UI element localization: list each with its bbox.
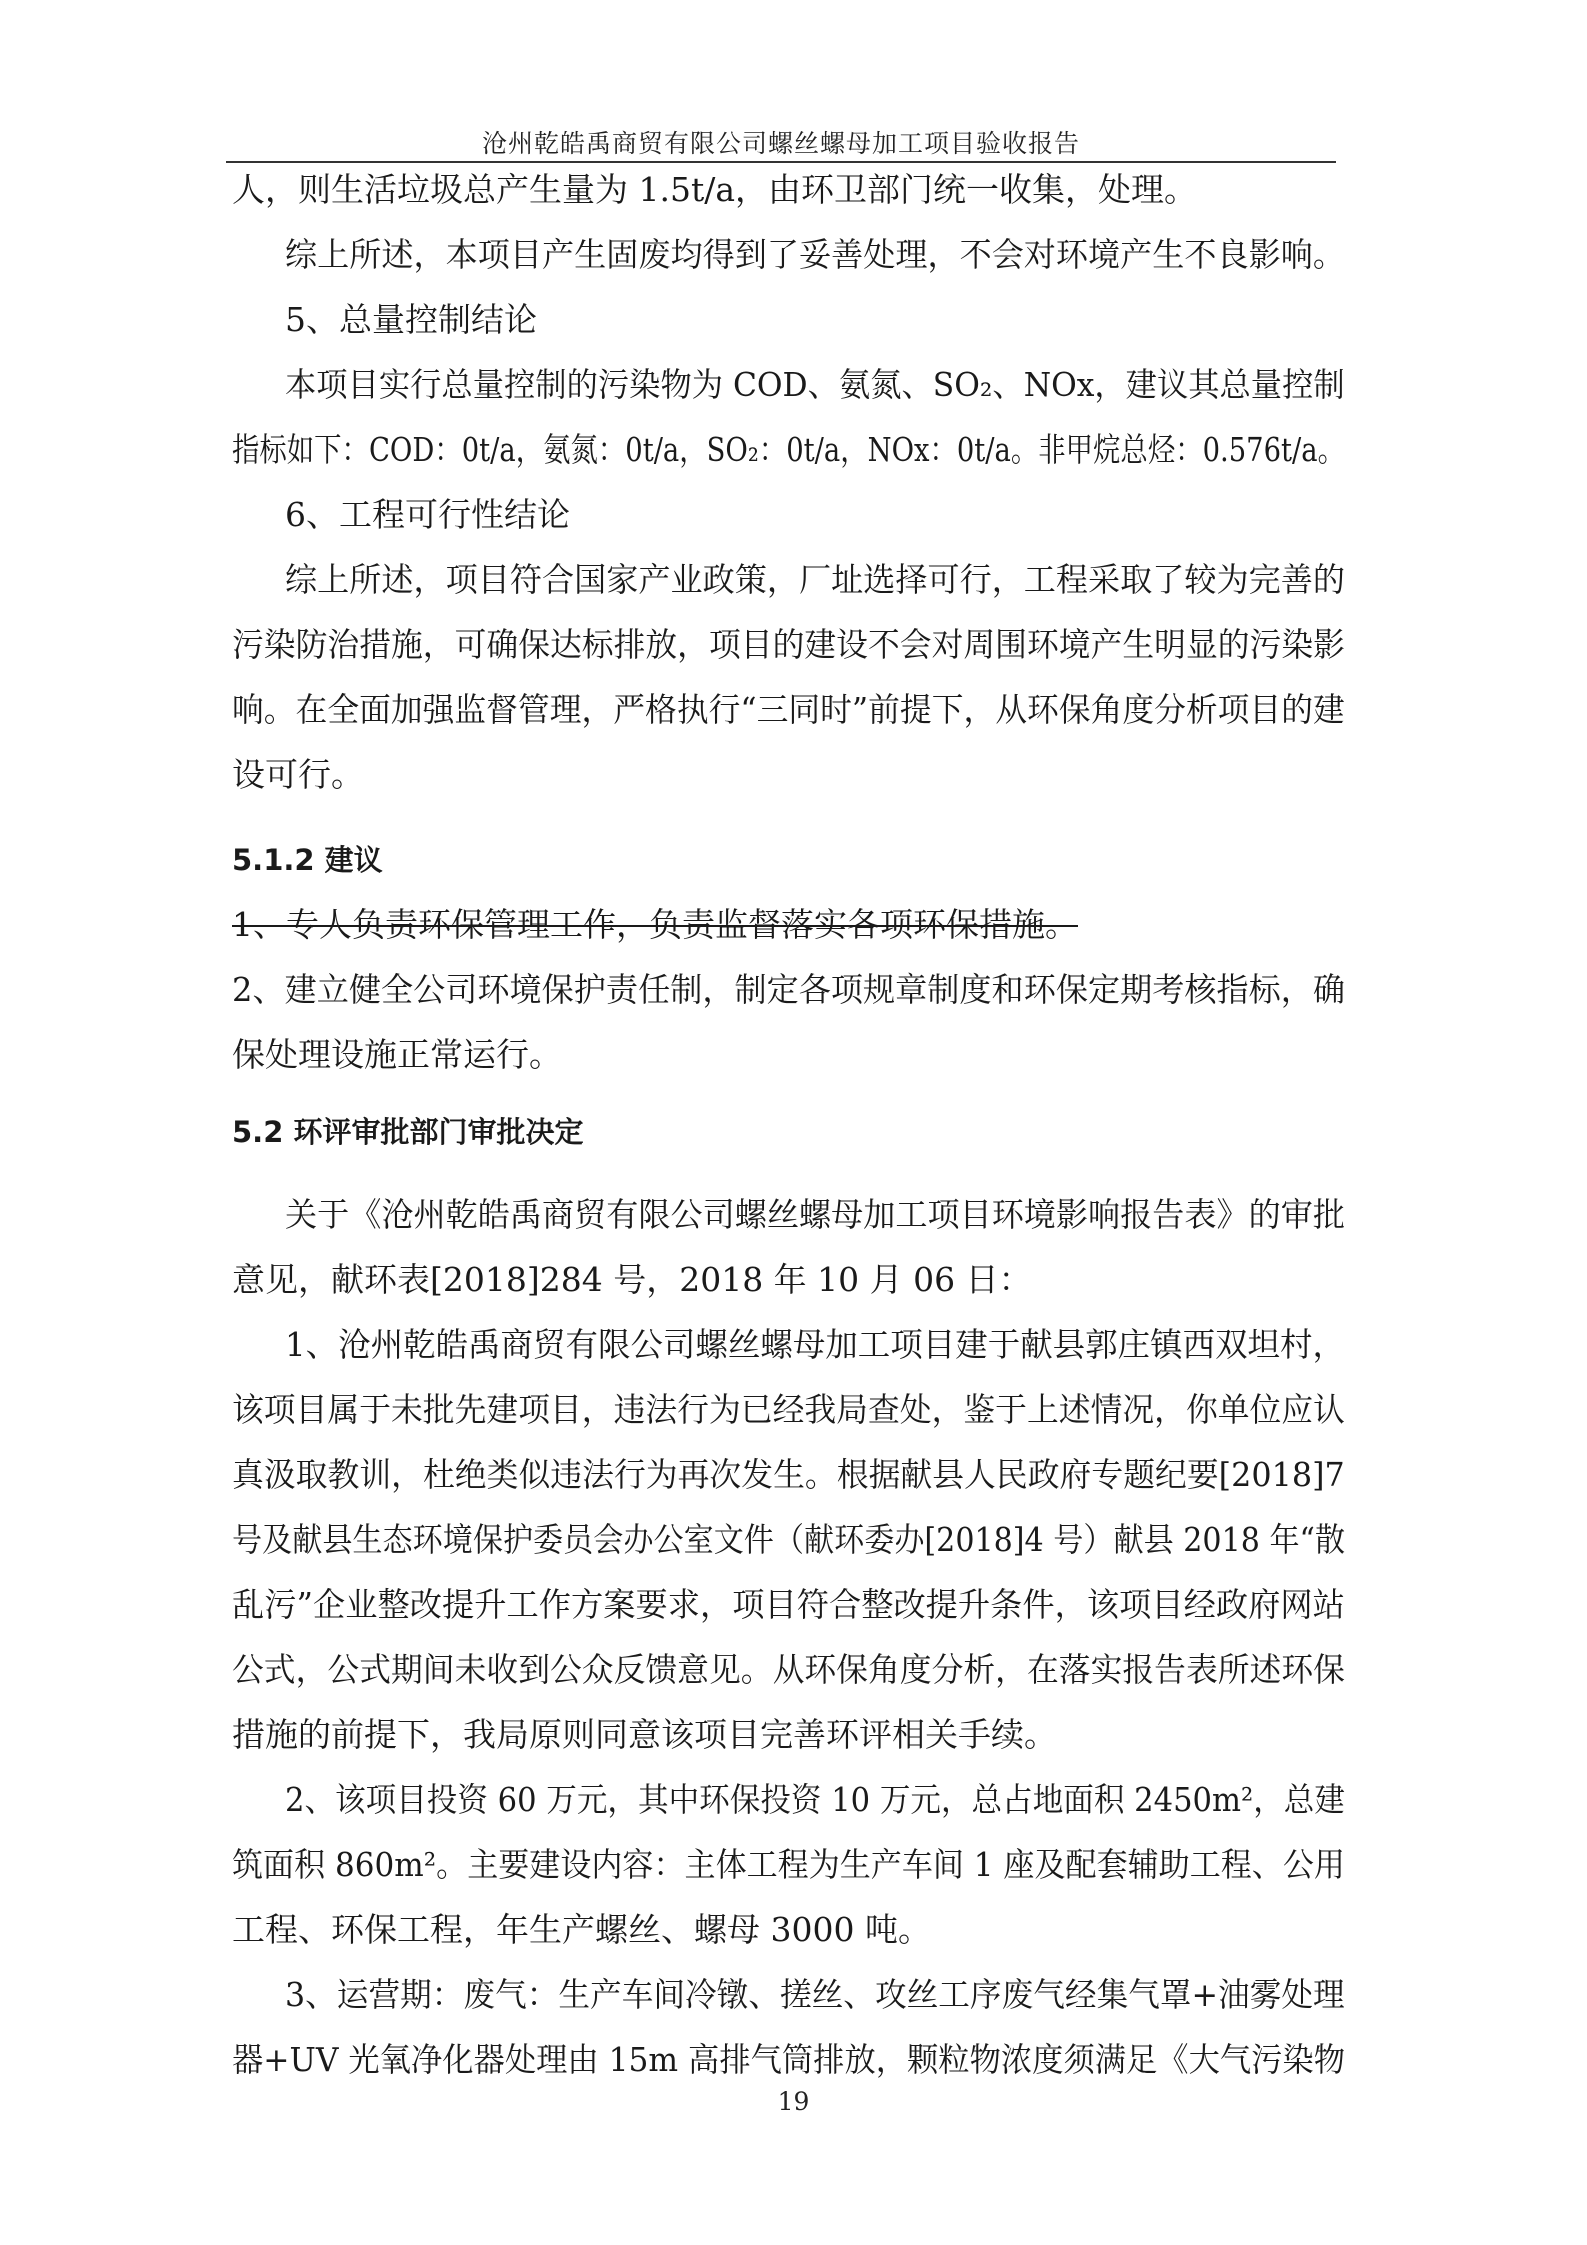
body-line: 措施的前提下，我局原则同意该项目完善环评相关手续。: [232, 1715, 1057, 1754]
body-line: 意见，献环表[2018]284 号，2018 年 10 月 06 日：: [232, 1260, 1032, 1299]
body-line: 3、运营期：废气：生产车间冷镦、搓丝、攻丝工序废气经集气罩+油雾处理: [285, 1975, 1345, 2014]
body-line: 关于《沧州乾皓禹商贸有限公司螺丝螺母加工项目环境影响报告表》的审批: [285, 1195, 1346, 1234]
body-line: 保处理设施正常运行。: [232, 1035, 562, 1074]
body-line: 本项目实行总量控制的污染物为 COD、氨氮、SO₂、NOx，建议其总量控制: [285, 365, 1345, 404]
body-line: 1、专人负责环保管理工作，负责监督落实各项环保措施。: [232, 905, 1078, 944]
body-line: 器+UV 光氧净化器处理由 15m 高排气筒排放，颗粒物浓度须满足《大气污染物: [232, 2040, 1345, 2079]
header-divider: [226, 161, 1336, 163]
body-line: 公式，公式期间未收到公众反馈意见。从环保角度分析，在落实报告表所述环保: [232, 1650, 1345, 1689]
page-number: 19: [777, 2087, 810, 2116]
header-title: 沧州乾皓禹商贸有限公司螺丝螺母加工项目验收报告: [481, 129, 1080, 158]
body-line: 工程、环保工程，年生产螺丝、螺母 3000 吨。: [232, 1910, 931, 1949]
body-line: 1、沧州乾皓禹商贸有限公司螺丝螺母加工项目建于献县郭庄镇西双坦村，: [285, 1325, 1345, 1364]
body-line: 污染防治措施，可确保达标排放，项目的建设不会对周围环境产生明显的污染影: [232, 625, 1345, 664]
body-line: 真汲取教训，杜绝类似违法行为再次发生。根据献县人民政府专题纪要[2018]7: [232, 1455, 1345, 1494]
body-line: 综上所述，项目符合国家产业政策，厂址选择可行，工程采取了较为完善的: [285, 560, 1346, 599]
section-heading: 6、工程可行性结论: [285, 495, 570, 534]
section-heading: 5、总量控制结论: [285, 300, 537, 339]
body-line: 号及献县生态环境保护委员会办公室文件（献环委办[2018]4 号）献县 2018 年“散: [232, 1520, 1346, 1559]
body-line: 2、该项目投资 60 万元，其中环保投资 10 万元，总占地面积 2450m²，总建: [285, 1780, 1345, 1819]
body-line: 该项目属于未批先建项目，违法行为已经我局查处，鉴于上述情况，你单位应认: [232, 1390, 1345, 1429]
body-line: 综上所述，本项目产生固废均得到了妥善处理，不会对环境产生不良影响。: [285, 235, 1346, 274]
section-heading: 5.2 环评审批部门审批决定: [232, 1115, 584, 1149]
body-line: 设可行。: [232, 755, 364, 794]
body-line: 2、建立健全公司环境保护责任制，制定各项规章制度和环保定期考核指标，确: [232, 970, 1346, 1009]
body-line: 指标如下：COD：0t/a，氨氮：0t/a，SO₂：0t/a，NOx：0t/a。非甲烷总烃：0.576t/a。: [232, 430, 1345, 469]
body-line: 筑面积 860m²。主要建设内容：主体工程为生产车间 1 座及配套辅助工程、公用: [232, 1845, 1345, 1884]
body-line: 人，则生活垃圾总产生量为 1.5t/a，由环卫部门统一收集，处理。: [232, 170, 1198, 209]
body-line: 响。在全面加强监督管理，严格执行“三同时”前提下，从环保角度分析项目的建: [232, 690, 1345, 729]
body-line: 乱污”企业整改提升工作方案要求，项目符合整改提升条件，该项目经政府网站: [232, 1585, 1345, 1624]
subsection-heading: 5.1.2 建议: [232, 843, 383, 877]
